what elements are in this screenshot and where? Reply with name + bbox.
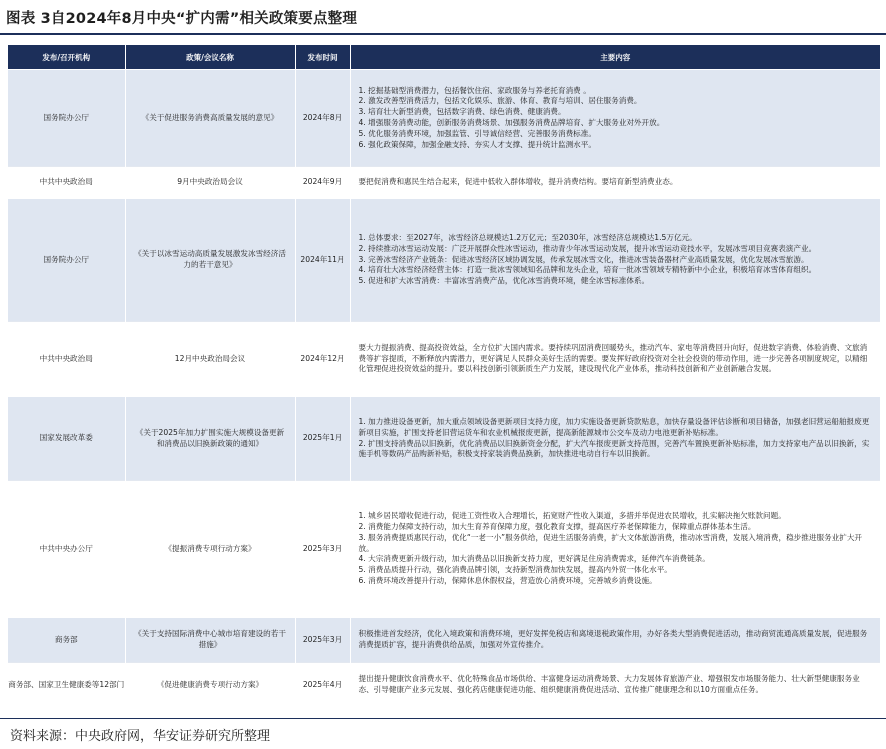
content-line: 4. 培育壮大冰雪经济经营主体：打造一批冰雪领域知名品牌和龙头企业，培育一批冰雪领域专精特新中小企业，积极培育冰雪体育组织。: [358, 265, 817, 275]
table-header-row: [8, 45, 880, 70]
cell-org: 国务院办公厅: [8, 199, 125, 322]
cell-content: [350, 481, 880, 618]
figure-title: 图表 3自2024年8月中央“扩内需”相关政策要点整理: [6, 11, 358, 27]
cell-date: 2024年11月: [295, 199, 350, 322]
table-row: [8, 167, 880, 199]
content-line: 1. 城乡居民增收促进行动，促进工资性收入合理增长，拓宽财产性收入渠道，多措并举促进农民增收，扎实解决拖欠账款问题。: [358, 511, 786, 521]
content-line: 提出提升健康饮食消费水平、优化特殊食品市场供给、丰富健身运动消费场景、大力发展体育旅游产业、增强银发市场服务能力、壮大新型健康服务业态、引导健康产业多元发展、强化药店健康促进功能、组织健康消费促进活动、宣传推广健康理念和以10方面重点任务。: [358, 674, 860, 695]
cell-date: 2025年1月: [295, 397, 350, 481]
cell-org: 商务部、国家卫生健康委等12部门: [8, 663, 125, 708]
cell-content: [350, 167, 880, 199]
cell-meeting: 《促进健康消费专项行动方案》: [125, 663, 295, 708]
cell-meeting: 《关于支持国际消费中心城市培育建设的若干措施》: [125, 618, 295, 663]
content-line: 5. 促进和扩大冰雪消费：丰富冰雪消费产品，优化冰雪消费环境，健全冰雪标准体系。: [358, 276, 650, 286]
content-line: 5. 优化服务消费环境，加强监管、引导诚信经营、完善服务消费标准。: [358, 128, 596, 138]
cell-date: 2024年8月: [295, 70, 350, 167]
cell-content: [350, 397, 880, 481]
title-rule: [0, 33, 886, 35]
header-org: 发布/召开机构: [8, 45, 125, 70]
content-line: 3. 服务消费提质惠民行动，优化“一老一小”服务供给，促进生活服务消费，扩大文体旅游消费，推动冰雪消费，发展入境消费，稳步推进服务业扩大开放。: [358, 532, 863, 553]
content-line: 6. 消费环境改善提升行动，保障休息休假权益，营造放心消费环境，完善城乡消费设施。: [358, 575, 657, 585]
content-line: 6. 强化政策保障，加强金融支持、夯实人才支撑、提升统计监测水平。: [358, 139, 596, 149]
cell-org: 商务部: [8, 618, 125, 663]
content-line: 4. 增强服务消费动能，创新服务消费场景、加强服务消费品牌培育、扩大服务业对外开放。: [358, 118, 665, 127]
content-line: 1. 总体要求：至2027年，冰雪经济总规模达1.2万亿元；至2030年，冰雪经济总规模达1.5万亿元。: [358, 233, 697, 242]
table-row: [8, 663, 880, 708]
cell-org: 中共中央政治局: [8, 167, 125, 199]
cell-date: 2024年12月: [295, 322, 350, 397]
content-line: 积极推进首发经济，优化入境政策和消费环境，更好发挥免税店和离境退税政策作用，办好各类大型消费促进活动，推动商贸流通高质量发展，促进服务消费提质扩容，提升消费供给品质，加强对外宣传推介。: [358, 629, 868, 649]
cell-content: [350, 70, 880, 167]
content-line: 2. 消费能力保障支持行动，加大生育养育保障力度，强化教育支撑，提高医疗养老保障能力，保障重点群体基本生活。: [358, 522, 756, 531]
cell-content: [350, 322, 880, 397]
source-note: 资料来源：中央政府网，华安证券研究所整理: [10, 729, 271, 744]
cell-meeting: 《关于以冰雪运动高质量发展激发冰雪经济活力的若干意见》: [125, 199, 295, 322]
table-row: [8, 322, 880, 397]
header-date: 发布时间: [295, 45, 350, 70]
cell-org: 国家发展改革委: [8, 397, 125, 481]
table-row: [8, 397, 880, 481]
footer-rule: [0, 718, 886, 719]
cell-org: 中共中央办公厅: [8, 481, 125, 618]
cell-date: 2025年4月: [295, 663, 350, 708]
cell-meeting: 9月中央政治局会议: [125, 167, 295, 199]
table-row: [8, 70, 880, 167]
content-line: 1. 加力推进设备更新，加大重点领域设备更新项目支持力度，加力实施设备更新贷款贴息，加快存量设备评估诊断和项目储备，加强老旧营运船舶报废更新项目实施，扩围支持老旧营运货车和农业机械报废更新，提高新能源城市公交车及动力电池更新补贴标准。: [358, 416, 870, 437]
content-line: 2. 激发改善型消费活力，包括文化娱乐、旅游、体育、教育与培训、居住服务消费。: [358, 96, 642, 106]
cell-meeting: 《关于促进服务消费高质量发展的意见》: [125, 70, 295, 167]
content-line: 4. 大宗消费更新升级行动，加大消费品以旧换新支持力度，更好满足住房消费需求，延伸汽车消费链条。: [358, 554, 710, 564]
cell-org: 中共中央政治局: [8, 322, 125, 397]
cell-org: 国务院办公厅: [8, 70, 125, 167]
content-line: 3. 完善冰雪经济产业链条：促进冰雪经济区域协调发展，传承发展冰雪文化，推进冰雪装备器材产业高质量发展，优化发展冰雪旅游。: [358, 254, 809, 264]
cell-meeting: 《提振消费专项行动方案》: [125, 481, 295, 618]
content-line: 1. 挖掘基础型消费潜力，包括餐饮住宿、家政服务与养老托育消费 。: [358, 85, 591, 95]
content-line: 要把促消费和惠民生结合起来，促进中低收入群体增收，提升消费结构。要培育新型消费业态。: [358, 177, 678, 187]
cell-date: 2025年3月: [295, 618, 350, 663]
cell-meeting: 《关于2025年加力扩围实施大规模设备更新和消费品以旧换新政策的通知》: [125, 397, 295, 481]
content-line: 2. 扩围支持消费品以旧换新，优化消费品以旧换新资金分配，扩大汽车报废更新支持范围，完善汽车置换更新补贴标准，加力支持家电产品以旧换新，实施手机等数码产品购新补贴，积极支持家装消费品换新，加快推进电动自行车以旧换新。: [358, 438, 870, 459]
cell-meeting: 12月中央政治局会议: [125, 322, 295, 397]
header-content: 主要内容: [350, 45, 880, 70]
cell-date: 2024年9月: [295, 167, 350, 199]
policy-table: [8, 45, 880, 708]
cell-content: [350, 199, 880, 322]
table-row: [8, 481, 880, 618]
content-line: 5. 消费品质提升行动，强化消费品牌引领，支持新型消费加快发展，提高内外贸一体化水平。: [358, 565, 672, 575]
cell-date: 2025年3月: [295, 481, 350, 618]
table-row: [8, 199, 880, 322]
cell-content: [350, 618, 880, 663]
content-line: 3. 培育壮大新型消费，包括数字消费、绿色消费、健康消费。: [358, 107, 566, 117]
header-meeting: 政策/会议名称: [125, 45, 295, 70]
content-line: 2. 持续推动冰雪运动发展：广泛开展群众性冰雪运动，推动青少年冰雪运动发展，提升冰雪运动竞技水平，发展冰雪项目竞赛表演产业。: [358, 243, 817, 253]
table-row: [8, 618, 880, 663]
content-line: 要大力提振消费、提高投资效益，全方位扩大国内需求。要持续巩固消费回暖势头，推动汽车、家电等消费回升向好，促进数字消费、体验消费、文旅消费等扩容提质，不断释放内需潜力，更好满足人民群众美好生活的需要。要发挥好政府投资对全社会投资的带动作用，进一步完善各项制度规定，以精细化管理促进投资效益的提升。要以科技创新引领新质生产力发展，建设现代化产业体系，推动科技创新和产业创新融合发展。: [358, 342, 868, 374]
cell-content: [350, 663, 880, 708]
